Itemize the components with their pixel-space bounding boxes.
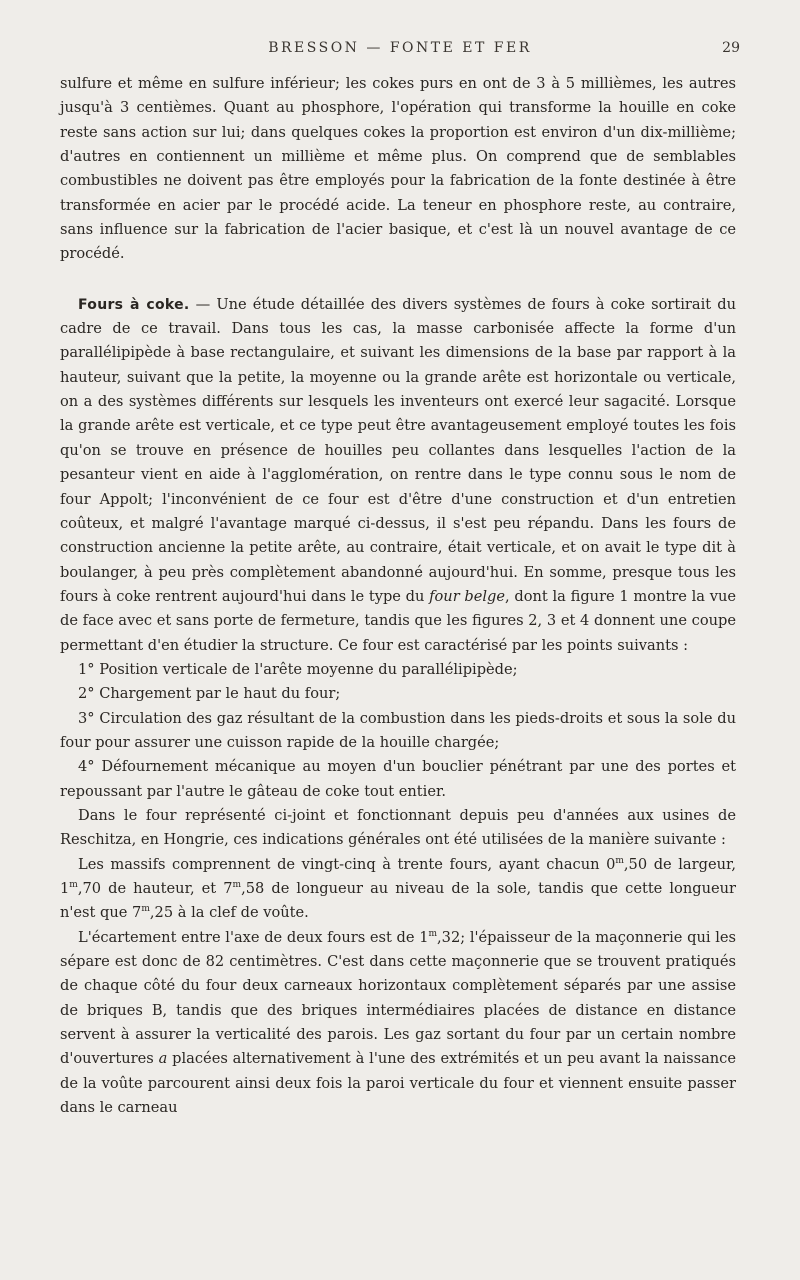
section-gap [60,267,736,293]
list-item: 4° Défournement mécanique au moyen d'un bouclier pénétrant par une des portes et repoussant par l'autre le gâteau de coke tout entier. [60,758,736,800]
list-item: 3° Circulation des gaz résultant de la combustion dans les pieds-droits et sous la sole du four pour assurer une cuisson rapide de la houille chargée; [60,709,736,751]
italic-term-four-belge: four belge [429,587,506,605]
ecartement-text: placées alternativement à l'une des extrémités et un peu avant la naissance de la voûte parcourent ainsi deux fois la paroi verticale du four et viennent ensuite passer dans le carneau [60,1050,736,1117]
paragraph-reschitza: Dans le four représenté ci-joint et fonctionnant depuis peu d'années aux usines de Reschitza, en Hongrie, ces indications générales ont été utilisées de la manière suivante : [60,806,736,849]
page-number: 29 [722,40,740,56]
section-heading: Fours à coke. [78,296,190,313]
ecartement-text: L'écartement entre l'axe de deux fours est de 1 [78,928,429,946]
section-intro-end-text: , dont la figure 1 montre la vue de face avec et sans porte de fermeture, tandis que les figures 2, 3 et 4 donnent une coupe permettant d'en étudier la structure. Ce four est caractérisé par les points suivants : [60,587,736,654]
list-item: 1° Position verticale de l'arête moyenne du parallélipipède; [78,660,518,678]
unit-superscript: m [232,880,242,891]
paragraph-massifs [60,853,736,926]
paragraph-ecartement [60,926,736,1121]
ecartement-text: ,32; l'épaisseur de la maçonnerie qui les sépare est donc de 82 centimètres. C'est dans cette maçonnerie que se trouvent pratiqués de chaque côté du four deux carneaux horizontaux complètement séparés par une assise de briques B, tandis que des briques intermédiaires placées de distance en distance servent à assurer la verticalité des parois. Les gaz sortant du four par un certain nombre d'ouvertures [60,928,736,1068]
massifs-text: ,25 à la clef de voûte. [149,904,309,922]
unit-superscript: m [141,904,150,915]
running-title: BRESSON — FONTE ET FER [268,40,532,56]
paragraph-fours-a-coke [60,293,736,658]
massifs-text: ,50 de largeur, 1 [60,855,737,897]
italic-letter-a: a [158,1050,168,1068]
massifs-text: ,70 de hauteur, et 7 [77,880,233,897]
body-text [60,72,736,1120]
massifs-text: Les massifs comprennent de vingt-cinq à trente fours, ayant chacun 0 [78,855,616,873]
unit-superscript: m [615,855,624,866]
unit-superscript: m [69,880,78,891]
paragraph-sulfur-phosphorus: sulfure et même en sulfure inférieur; les cokes purs en ont de 3 à 5 millièmes, les autres jusqu'à 3 centièmes. Quant au phosphore, l'opération qui transforme la houille en coke reste sans action sur lui; dans quelques cokes la proportion est environ d'un dix-millième; d'autres en contiennent un millième et même plus. On comprend que de semblables combustibles ne doivent pas être employés pour la fabrication de la fonte destinée à être transformée en acier par le procédé acide. La teneur en phosphore reste, au contraire, sans influence sur la fabrication de l'acier basique, et c'est là un nouvel avantage de ce procédé. [60,75,736,263]
unit-superscript: m [428,928,438,939]
page-header [60,40,740,60]
massifs-text: ,58 de longueur au niveau de la sole, tandis que cette longueur n'est que 7 [60,880,736,922]
section-intro-text: — Une étude détaillée des divers systèmes de fours à coke sortirait du cadre de ce travail. Dans tous les cas, la masse carbonisée affecte la forme d'un parallélipipède à base rectangulaire, et suivant les dimensions de la base par rapport à la hauteur, suivant que la petite, la moyenne ou la grande arête est horizontale ou verticale, on a des systèmes différents sur lesquels les inventeurs ont exercé leur sagacité. Lorsque la grande arête est verticale, et ce type peut être avantageusement employé toutes les fois qu'on se trouve en présence de houilles peu collantes dans lesquelles l'action de la pesanteur vient en aide à l'agglomération, on rentre dans le type connu sous le nom de four Appolt; l'inconvénient de ce four est d'être d'une construction et d'un entretien coûteux, et malgré l'avantage marqué ci-dessus, il s'est peu répandu. Dans les fours de construction ancienne la petite arête, au contraire, était verticale, et on avait le type dit à boulanger, à peu près complètement abandonné aujourd'hui. En somme, presque tous les fours à coke rentrent aujourd'hui dans le type du [60,295,736,605]
list-item: 2° Chargement par le haut du four; [78,685,341,703]
